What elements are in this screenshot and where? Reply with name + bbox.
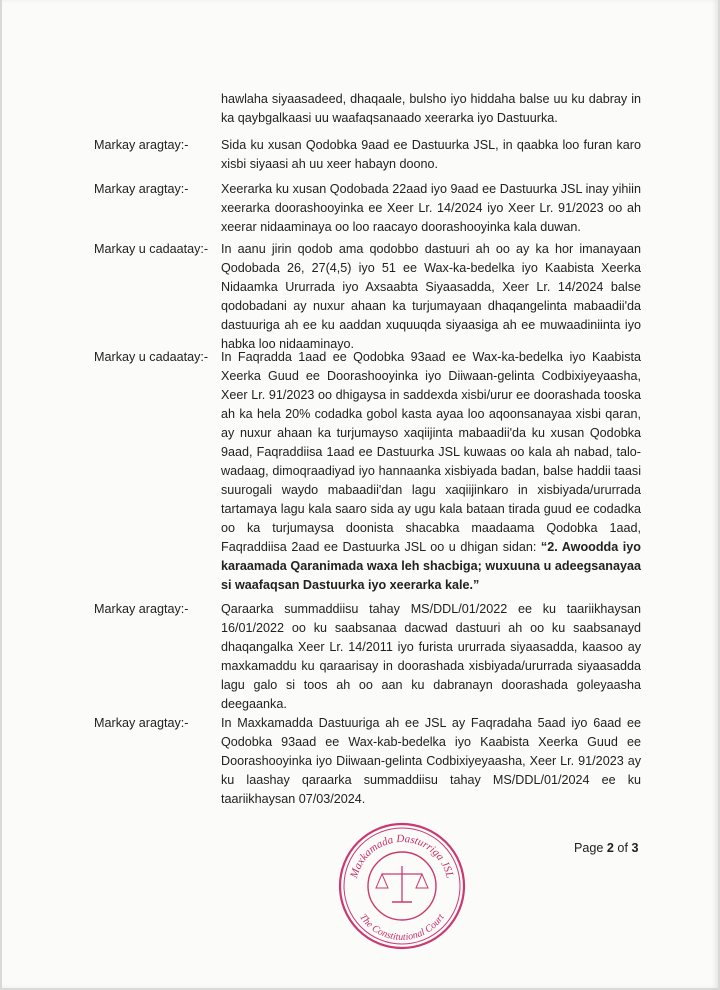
paragraph-text: In Faqradda 1aad ee Qodobka 93aad ee Wax-ka-bedelka iyo Kaabista Xeerka Guud ee Doorashooyinka iyo Diiwaan-gelinta Codbixiyeyaasha, Xeer Lr. 91/2023 oo dhigaysa in saddexda xisbi/urur ee doorashada tooska ah ka hela 20% codadka gobol kasta ayaa loo aqoonsanayaa xisbi qaran, ay nuxur ahaan ka turjumayso xaqiijinta mabaadii'da ku xusan Qodobka 9aad, Faqraddiisa 1aad ee Dastuurka JSL kuwaas oo kala ah nabad, talo-wadaag, dimoqraadiyad iyo hannaanka xisbiyada badan, balse haddii taasi suurogali waydo mabaadii'dan lagu xaqiijinkaro in xisbiyada/ururrada tartamaya lagu kala saaro sida ay ugu kala bataan tirada guud ee codadka oo ka turjumaysa doonista shacabka maadaama Qodobka 1aad, Faqraddiisa 2aad ee Dastuurka JSL oo u dhigan sidan: [221, 350, 641, 554]
bold-quote: “2. Awoodda iyo karaamada Qaranimada waxa leh shacbiga; wuxuuna u adeegsanayaa si waafaqsan Dastuurka iyo xeerarka kale.” [221, 540, 642, 592]
court-seal-stamp [334, 818, 470, 954]
paragraph-text-with-quote [221, 348, 641, 595]
document-page [2, 0, 718, 988]
paragraph-label: Markay aragtay:- [94, 138, 189, 152]
paragraph-text: In aanu jirin qodob ama qodobbo dastuuri ah oo ay ka hor imanayaan Qodobada 26, 27(4,5) iyo 51 ee Wax-ka-bedelka iyo Kaabista Xeerka Nidaamka Ururrada iyo Axsaabta Siyaasadda, Xeer Lr. 14/2024 balse qodobadani ay nuxur ahaan ka turjumayaan dhaqangelinta mabaadii'da dastuuriga ah ee ku aaddan xuquuqda siyaasiga ah ee muwaadiniinta iyo habka loo nidaaminayo. [221, 242, 641, 351]
paragraph-text: Qaraarka summaddiisu tahay MS/DDL/01/2022 ee ku taariikhaysan 16/01/2022 oo ku saabsanaa dacwad dastuuri ah oo ku saabsanayd dhaqangalka Xeer Lr. 14/2011 iyo furista ururrada siyaasadda, kaasoo ay maxkamaddu ku qaraarisay in doorashada xisbiyada/ururrada siyaasadda lagu galo si toos ah oo aan ku dabranayn doorashada goleyaasha deegaanka. [221, 602, 641, 711]
paragraph-text: Sida ku xusan Qodobka 9aad ee Dastuurka JSL, in qaabka loo furan karo xisbi siyaasi ah uu xeer habayn doono. [221, 138, 641, 171]
page-total: 3 [631, 841, 639, 855]
paragraph-label: Markay u cadaatay:- [94, 242, 209, 256]
paragraph-text: In Maxkamadda Dastuuriga ah ee JSL ay Faqradaha 5aad iyo 6aad ee Qodobka 93aad ee Wax-kab-bedelka iyo Kaabista Xeerka Guud ee Doorashooyinka iyo Diiwaan-gelinta Codbixiyeyaasha, Xeer Lr. 91/2023 ay ku laashay qaraarka summaddiisu tahay MS/DDL/01/2024 ee ku taariikhaysan 07/03/2024. [221, 716, 641, 806]
paragraph-label: Markay aragtay:- [94, 716, 189, 730]
paragraph-text: Xeerarka ku xusan Qodobada 22aad iyo 9aad ee Dastuurka JSL inay yihiin xeerarka doorashooyinka ee Xeer Lr. 14/2024 iyo Xeer Lr. 91/2023 oo ah xeerar nidaaminaya oo loo raacayo doorashooyinka kala duwan. [221, 182, 641, 234]
seal-text-bottom: The Constitutional Court [357, 912, 447, 944]
paragraph-label: Markay aragtay:- [94, 602, 189, 616]
paragraph-text: hawlaha siyaasadeed, dhaqaale, bulsho iyo hiddaha balse uu ku dabray in ka qaybgalkaasi uu waafaqsanaado xeerarka iyo Dastuurka. [221, 92, 641, 125]
page-number: Page 2 of 3 [574, 841, 639, 855]
paragraph-label: Markay u cadaatay:- [94, 350, 209, 364]
paragraph-label: Markay aragtay:- [94, 182, 189, 196]
seal-text-top: Maxkamada Dasturriga JSL [348, 832, 456, 880]
page-current: 2 [606, 841, 614, 855]
